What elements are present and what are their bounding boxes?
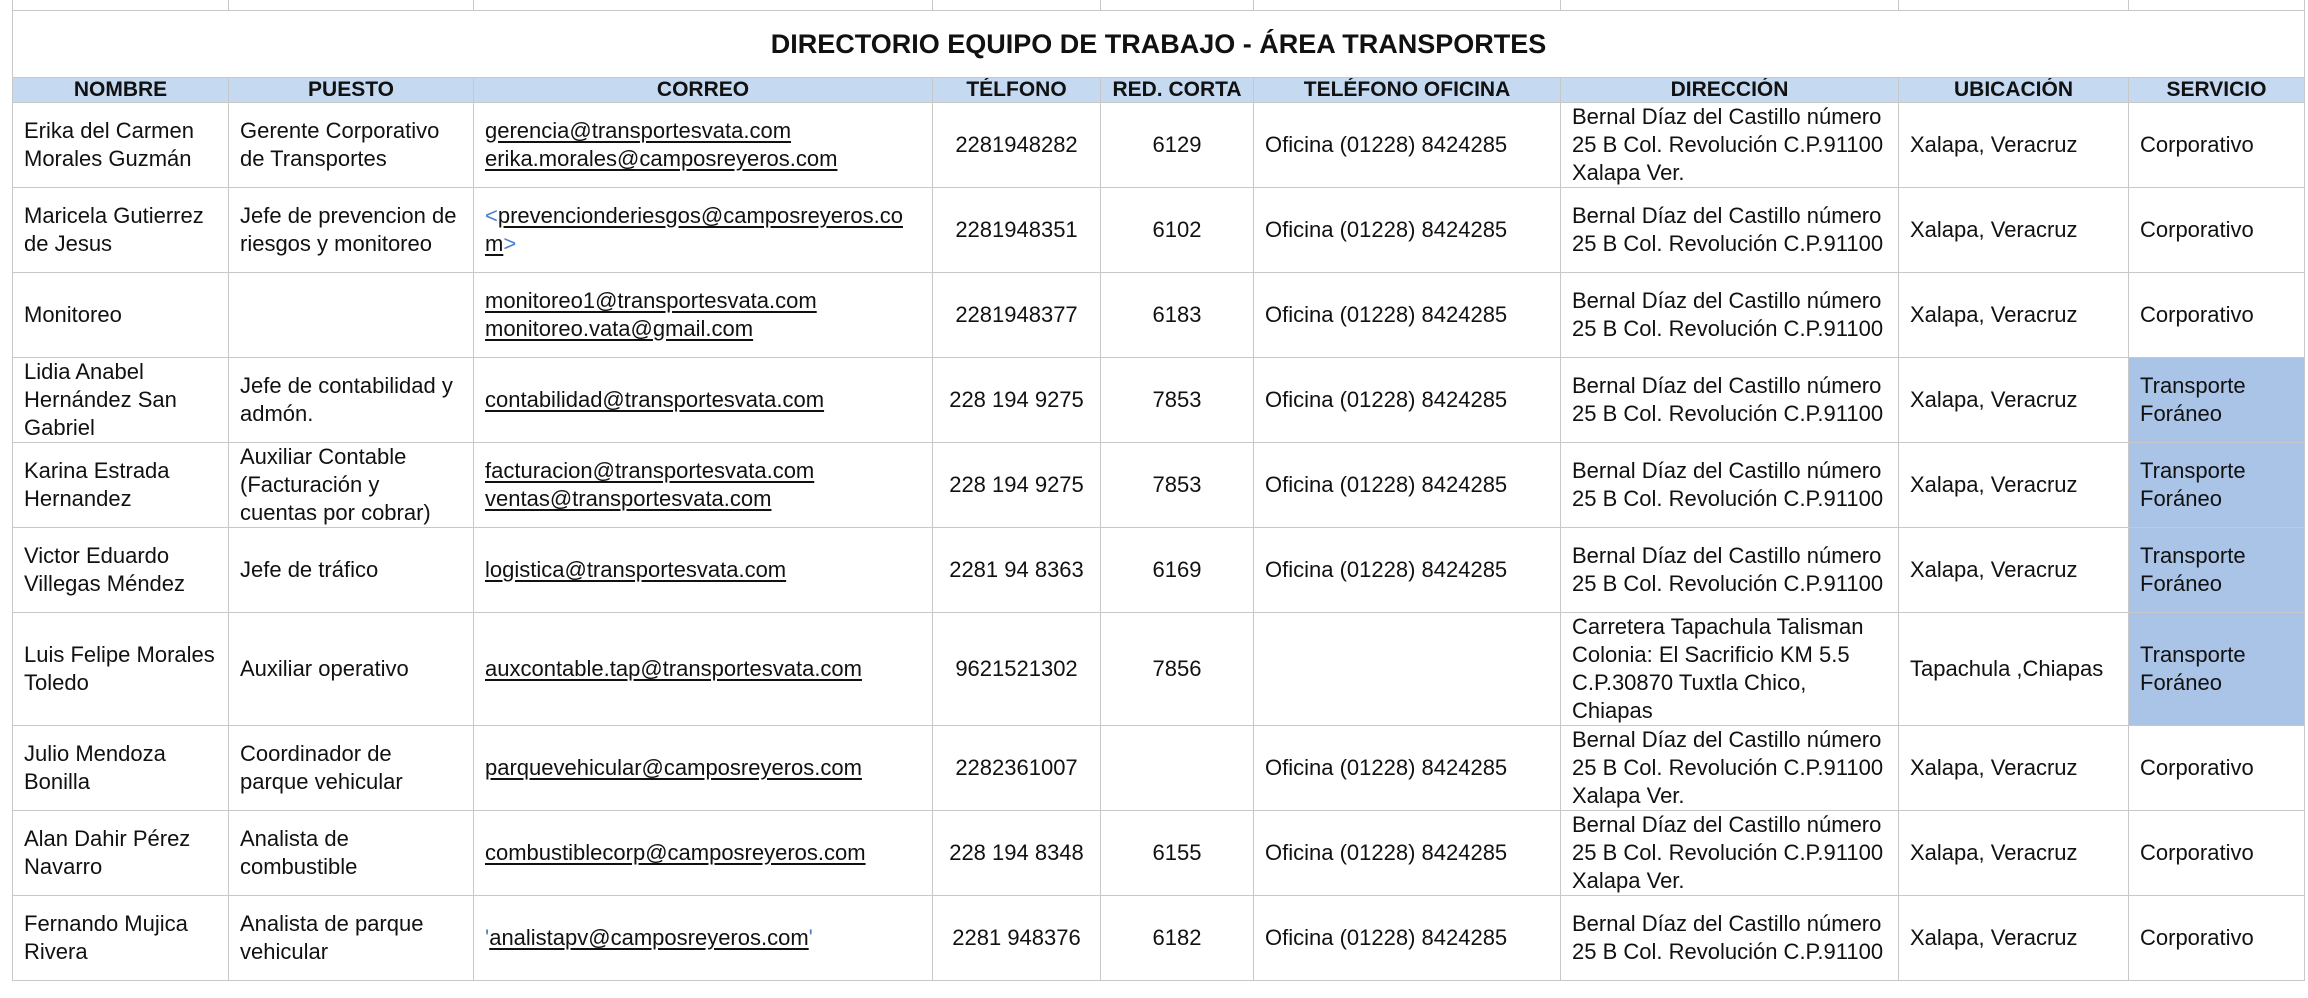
cell-telefono[interactable]: 2281948377 (933, 273, 1101, 358)
cell-servicio[interactable]: Transporte Foráneo (2129, 613, 2305, 726)
cell-servicio[interactable]: Transporte Foráneo (2129, 528, 2305, 613)
table-row (13, 103, 2305, 188)
cell-telefono-oficina[interactable]: Oficina (01228) 8424285 (1254, 726, 1561, 811)
table-row (13, 273, 2305, 358)
cell-telefono[interactable]: 2281948282 (933, 103, 1101, 188)
cell[interactable] (2129, 0, 2305, 11)
cell-direccion[interactable]: Bernal Díaz del Castillo número 25 B Col. Revolución C.P.91100 (1561, 273, 1899, 358)
cell-puesto[interactable]: Auxiliar operativo (229, 613, 474, 726)
email-link[interactable]: analistapv@camposreyeros.com (489, 925, 809, 950)
cell-puesto[interactable] (229, 273, 474, 358)
cell-correo[interactable] (474, 613, 933, 726)
cell-puesto[interactable]: Analista de parque vehicular (229, 896, 474, 981)
cell-red-corta[interactable]: 7853 (1101, 358, 1254, 443)
header-correo[interactable]: CORREO (474, 78, 933, 103)
cell-servicio[interactable]: Transporte Foráneo (2129, 443, 2305, 528)
cell-nombre[interactable]: Maricela Gutierrez de Jesus (13, 188, 229, 273)
cell-correo[interactable] (474, 443, 933, 528)
cell-puesto[interactable]: Auxiliar Contable (Facturación y cuentas por cobrar) (229, 443, 474, 528)
cell-red-corta[interactable]: 6182 (1101, 896, 1254, 981)
cell-direccion[interactable]: Bernal Díaz del Castillo número 25 B Col. Revolución C.P.91100 (1561, 358, 1899, 443)
cell[interactable] (1101, 0, 1254, 11)
cell-servicio[interactable]: Corporativo (2129, 188, 2305, 273)
column-header-row (13, 78, 2305, 103)
cell-puesto[interactable]: Gerente Corporativo de Transportes (229, 103, 474, 188)
header-red-corta[interactable]: RED. CORTA (1101, 78, 1254, 103)
email-link[interactable]: contabilidad@transportesvata.com (485, 387, 825, 412)
cell-telefono-oficina[interactable]: Oficina (01228) 8424285 (1254, 443, 1561, 528)
cell-nombre[interactable]: Monitoreo (13, 273, 229, 358)
cell-nombre[interactable]: Victor Eduardo Villegas Méndez (13, 528, 229, 613)
cell-ubicacion[interactable]: Xalapa, Veracruz (1899, 896, 2129, 981)
email-bracket-close: > (503, 231, 517, 256)
cell-telefono[interactable]: 2281 948376 (933, 896, 1101, 981)
cell-correo[interactable] (474, 726, 933, 811)
table-row (13, 188, 2305, 273)
cell-telefono[interactable]: 2282361007 (933, 726, 1101, 811)
cell-servicio[interactable]: Corporativo (2129, 726, 2305, 811)
cell-servicio[interactable]: Transporte Foráneo (2129, 358, 2305, 443)
cell-red-corta[interactable]: 6169 (1101, 528, 1254, 613)
cell-telefono-oficina[interactable]: Oficina (01228) 8424285 (1254, 358, 1561, 443)
cell-direccion[interactable]: Bernal Díaz del Castillo número 25 B Col. Revolución C.P.91100 (1561, 896, 1899, 981)
cell-puesto[interactable]: Jefe de prevencion de riesgos y monitoreo (229, 188, 474, 273)
page-title[interactable]: DIRECTORIO EQUIPO DE TRABAJO - ÁREA TRANSPORTES (13, 11, 2305, 78)
email-link[interactable]: gerencia@transportesvata.com erika.morales@camposreyeros.com (485, 118, 838, 171)
header-servicio[interactable]: SERVICIO (2129, 78, 2305, 103)
cell-servicio[interactable]: Corporativo (2129, 103, 2305, 188)
email-link[interactable]: prevencionderiesgos@camposreyeros.com (485, 203, 903, 256)
cell-nombre[interactable]: Luis Felipe Morales Toledo (13, 613, 229, 726)
cell-telefono[interactable]: 2281 94 8363 (933, 528, 1101, 613)
header-ubicacion[interactable]: UBICACIÓN (1899, 78, 2129, 103)
email-link[interactable]: logistica@transportesvata.com (485, 557, 787, 582)
cell-telefono-oficina[interactable]: Oficina (01228) 8424285 (1254, 811, 1561, 896)
cell-correo[interactable] (474, 896, 933, 981)
cell-telefono[interactable]: 2281948351 (933, 188, 1101, 273)
cell-telefono-oficina[interactable]: Oficina (01228) 8424285 (1254, 528, 1561, 613)
cell-correo[interactable] (474, 103, 933, 188)
cell[interactable] (1561, 0, 1899, 11)
directory-table (12, 0, 2305, 981)
cell-correo[interactable] (474, 811, 933, 896)
email-link[interactable]: facturacion@transportesvata.com ventas@transportesvata.com (485, 458, 815, 511)
cell-ubicacion[interactable]: Xalapa, Veracruz (1899, 188, 2129, 273)
cell-correo[interactable] (474, 528, 933, 613)
table-row (13, 613, 2305, 726)
cell-ubicacion[interactable]: Xalapa, Veracruz (1899, 726, 2129, 811)
header-telefono[interactable]: TÉLFONO (933, 78, 1101, 103)
cell-ubicacion[interactable]: Tapachula ,Chiapas (1899, 613, 2129, 726)
cell[interactable] (229, 0, 474, 11)
cell-telefono[interactable]: 228 194 8348 (933, 811, 1101, 896)
top-strip-row (13, 0, 2305, 11)
cell-puesto[interactable]: Analista de combustible (229, 811, 474, 896)
cell-red-corta[interactable]: 6129 (1101, 103, 1254, 188)
cell-correo[interactable] (474, 188, 933, 273)
cell-correo[interactable] (474, 273, 933, 358)
cell-red-corta[interactable]: 7853 (1101, 443, 1254, 528)
cell-direccion[interactable]: Bernal Díaz del Castillo número 25 B Col. Revolución C.P.91100 Xalapa Ver. (1561, 811, 1899, 896)
cell-red-corta[interactable]: 6155 (1101, 811, 1254, 896)
table-row (13, 528, 2305, 613)
email-bracket-open: < (485, 203, 498, 228)
cell-telefono-oficina[interactable]: Oficina (01228) 8424285 (1254, 273, 1561, 358)
email-bracket-close: ' (808, 925, 813, 950)
table-row (13, 896, 2305, 981)
cell-telefono[interactable]: 9621521302 (933, 613, 1101, 726)
cell-nombre[interactable]: Erika del Carmen Morales Guzmán (13, 103, 229, 188)
cell-ubicacion[interactable]: Xalapa, Veracruz (1899, 273, 2129, 358)
cell-telefono-oficina[interactable]: Oficina (01228) 8424285 (1254, 896, 1561, 981)
email-link[interactable]: combustiblecorp@camposreyeros.com (485, 840, 866, 865)
cell-direccion[interactable]: Bernal Díaz del Castillo número 25 B Col. Revolución C.P.91100 (1561, 528, 1899, 613)
header-direccion[interactable]: DIRECCIÓN (1561, 78, 1899, 103)
cell-puesto[interactable]: Coordinador de parque vehicular (229, 726, 474, 811)
cell-ubicacion[interactable]: Xalapa, Veracruz (1899, 358, 2129, 443)
table-row (13, 443, 2305, 528)
title-row (13, 11, 2305, 78)
cell-nombre[interactable]: Karina Estrada Hernandez (13, 443, 229, 528)
table-row (13, 811, 2305, 896)
cell-nombre[interactable]: Lidia Anabel Hernández San Gabriel (13, 358, 229, 443)
cell-correo[interactable] (474, 358, 933, 443)
cell-telefono-oficina[interactable]: Oficina (01228) 8424285 (1254, 188, 1561, 273)
email-link[interactable]: auxcontable.tap@transportesvata.com (485, 656, 862, 681)
cell-telefono[interactable]: 228 194 9275 (933, 443, 1101, 528)
cell-direccion[interactable]: Carretera Tapachula Talisman Colonia: El Sacrificio KM 5.5 C.P.30870 Tuxtla Chico, Chiapas (1561, 613, 1899, 726)
cell-nombre[interactable]: Julio Mendoza Bonilla (13, 726, 229, 811)
cell-telefono-oficina[interactable]: Oficina (01228) 8424285 (1254, 103, 1561, 188)
cell-puesto[interactable]: Jefe de tráfico (229, 528, 474, 613)
cell-ubicacion[interactable]: Xalapa, Veracruz (1899, 103, 2129, 188)
email-bracket-open: ' (485, 925, 490, 950)
cell[interactable] (474, 0, 933, 11)
cell-direccion[interactable]: Bernal Díaz del Castillo número 25 B Col. Revolución C.P.91100 (1561, 188, 1899, 273)
header-telefono-oficina[interactable]: TELÉFONO OFICINA (1254, 78, 1561, 103)
email-link[interactable]: parquevehicular@camposreyeros.com (485, 755, 862, 780)
cell-red-corta[interactable]: 7856 (1101, 613, 1254, 726)
cell-ubicacion[interactable]: Xalapa, Veracruz (1899, 811, 2129, 896)
cell-nombre[interactable]: Fernando Mujica Rivera (13, 896, 229, 981)
cell-red-corta[interactable] (1101, 726, 1254, 811)
cell-servicio[interactable]: Corporativo (2129, 896, 2305, 981)
cell[interactable] (933, 0, 1101, 11)
cell[interactable] (13, 0, 229, 11)
cell-telefono[interactable]: 228 194 9275 (933, 358, 1101, 443)
cell-puesto[interactable]: Jefe de contabilidad y admón. (229, 358, 474, 443)
cell-servicio[interactable]: Corporativo (2129, 273, 2305, 358)
cell-servicio[interactable]: Corporativo (2129, 811, 2305, 896)
cell-ubicacion[interactable]: Xalapa, Veracruz (1899, 443, 2129, 528)
cell-nombre[interactable]: Alan Dahir Pérez Navarro (13, 811, 229, 896)
table-row (13, 726, 2305, 811)
cell-direccion[interactable]: Bernal Díaz del Castillo número 25 B Col. Revolución C.P.91100 (1561, 443, 1899, 528)
cell[interactable] (1899, 0, 2129, 11)
table-row (13, 358, 2305, 443)
cell-telefono-oficina[interactable] (1254, 613, 1561, 726)
header-nombre[interactable]: NOMBRE (13, 78, 229, 103)
cell-direccion[interactable]: Bernal Díaz del Castillo número 25 B Col. Revolución C.P.91100 Xalapa Ver. (1561, 103, 1899, 188)
cell-direccion[interactable]: Bernal Díaz del Castillo número 25 B Col. Revolución C.P.91100 Xalapa Ver. (1561, 726, 1899, 811)
cell-red-corta[interactable]: 6102 (1101, 188, 1254, 273)
cell-red-corta[interactable]: 6183 (1101, 273, 1254, 358)
header-puesto[interactable]: PUESTO (229, 78, 474, 103)
cell[interactable] (1254, 0, 1561, 11)
email-link[interactable]: monitoreo1@transportesvata.com monitoreo.vata@gmail.com (485, 288, 817, 341)
cell-ubicacion[interactable]: Xalapa, Veracruz (1899, 528, 2129, 613)
